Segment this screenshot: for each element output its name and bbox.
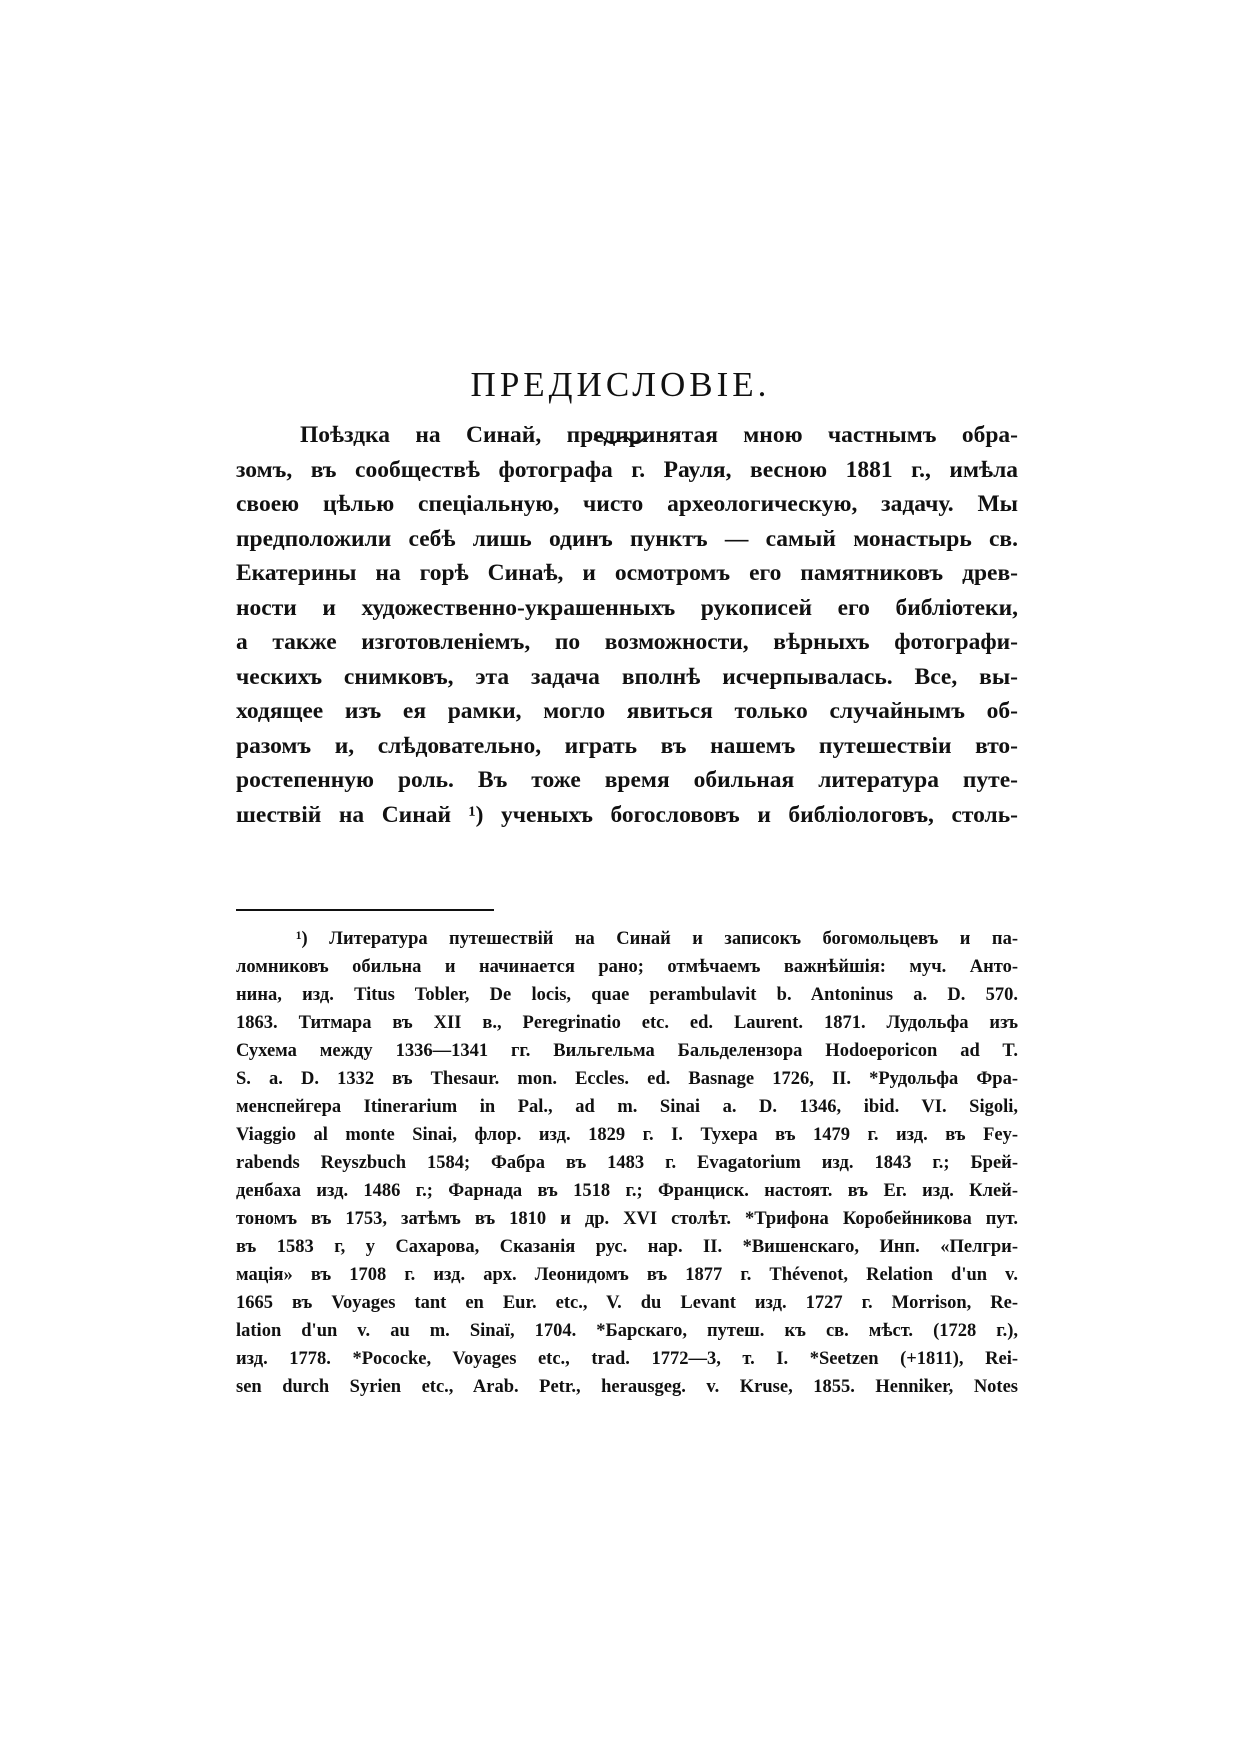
footnote-line: rabends Reyszbuch 1584; Фабра въ 1483 г. Evagatorium изд. 1843 г.; Брей- [236, 1153, 1018, 1173]
body-line: Поѣздка на Синай, предпринятая мною частнымъ обра- [300, 422, 1018, 448]
footnote-line: sen durch Syrien etc., Arab. Petr., herausgeg. v. Kruse, 1855. Henniker, Notes [236, 1377, 1018, 1397]
body-line: ности и художественно-украшенныхъ рукописей его библіотеки, [236, 595, 1018, 621]
footnote-line: 1665 въ Voyages tant en Eur. etc., V. du Levant изд. 1727 г. Morrison, Re- [236, 1293, 1018, 1313]
footnote-line: тономъ въ 1753, затѣмъ въ 1810 и др. XVI столѣт. *Трифона Коробейникова пут. [236, 1209, 1018, 1229]
footnote-line: 1863. Титмара въ XII в., Peregrinatio etc. ed. Laurent. 1871. Лудольфа изъ [236, 1013, 1018, 1033]
body-line: разомъ и, слѣдовательно, играть въ нашемъ путешествіи вто- [236, 733, 1018, 759]
body-line: ческихъ снимковъ, эта задача вполнѣ исчерпывалась. Все, вы- [236, 664, 1018, 690]
footnote-separator [236, 909, 494, 911]
footnote-line: ломниковъ обильна и начинается рано; отмѣчаемъ важнѣйшія: муч. Анто- [236, 957, 1018, 977]
page-title: ПРЕДИСЛОВІЕ. [470, 365, 771, 404]
footnote-line: денбаха изд. 1486 г.; Фарнада въ 1518 г.; Франциск. настоят. въ Ег. изд. Клей- [236, 1181, 1018, 1201]
footnote-line: Сухема между 1336—1341 гг. Вильгельма Бальделензора Hodoeporicon ad T. [236, 1041, 1018, 1061]
footnote-line: нина, изд. Titus Tobler, De locis, quae perambulavit b. Antoninus a. D. 570. [236, 985, 1018, 1005]
body-line: зомъ, въ сообществѣ фотографа г. Рауля, весною 1881 г., имѣла [236, 457, 1018, 483]
footnote-line: S. a. D. 1332 въ Thesaur. mon. Eccles. ed. Basnage 1726, II. *Рудольфа Фра- [236, 1069, 1018, 1089]
body-line: ходящее изъ ея рамки, могло явиться только случайнымъ об- [236, 698, 1018, 724]
body-line: шествій на Синай ¹) ученыхъ богослововъ и библіологовъ, столь- [236, 802, 1018, 828]
body-line: Екатерины на горѣ Синаѣ, и осмотромъ его памятниковъ древ- [236, 560, 1018, 586]
footnote-line: мація» въ 1708 г. изд. арх. Леонидомъ въ 1877 г. Thévenot, Relation d'un v. [236, 1265, 1018, 1285]
footnote-line: ¹) Литература путешествій на Синай и записокъ богомольцевъ и па- [296, 929, 1018, 949]
body-line: своею цѣлью спеціальную, чисто археологическую, задачу. Мы [236, 491, 1018, 517]
footnote-line: въ 1583 г, у Сахарова, Сказанія рус. нар. II. *Вишенскаго, Инп. «Пелгри- [236, 1237, 1018, 1257]
body-line: ростепенную роль. Въ тоже время обильная литература путе- [236, 767, 1018, 793]
footnote-line: менспейгера Itinerarium in Pal., ad m. Sinai a. D. 1346, ibid. VI. Sigoli, [236, 1097, 1018, 1117]
footnote-line: lation d'un v. au m. Sinaï, 1704. *Барскаго, путеш. къ св. мѣст. (1728 г.), [236, 1321, 1018, 1341]
body-line: предположили себѣ лишь одинъ пунктъ — самый монастырь св. [236, 526, 1018, 552]
footnote-line: изд. 1778. *Pococke, Voyages etc., trad. 1772—3, т. I. *Seetzen (+1811), Rei- [236, 1349, 1018, 1369]
footnote-line: Viaggio al monte Sinai, флор. изд. 1829 г. I. Тухера въ 1479 г. изд. въ Fey- [236, 1125, 1018, 1145]
body-line: а также изготовленіемъ, по возможности, вѣрныхъ фотографи- [236, 629, 1018, 655]
